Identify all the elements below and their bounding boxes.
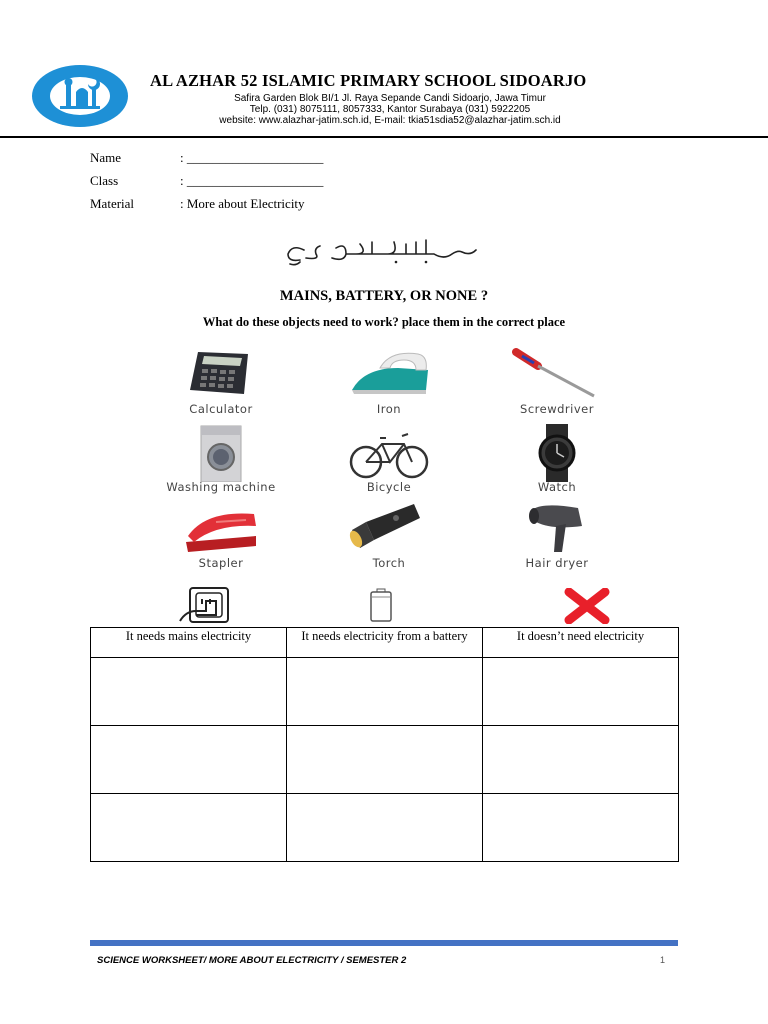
watch-icon (512, 424, 602, 482)
phone-line: Telp. (031) 8075111, 8057333, Kantor Surabaya (031) 5922205 (249, 104, 531, 115)
answer-table (90, 627, 679, 862)
bicycle-icon (344, 424, 434, 482)
material-value: : More about Electricity (180, 196, 305, 211)
table-row (91, 794, 679, 862)
header-battery: It needs electricity from a battery (287, 628, 483, 658)
answer-cell[interactable] (91, 794, 287, 862)
object-washing-machine[interactable] (136, 424, 306, 494)
worksheet-title: MAINS, BATTERY, OR NONE ? (279, 288, 489, 304)
torch-icon (344, 500, 434, 554)
header-none: It doesn’t need electricity (483, 628, 679, 658)
object-bicycle[interactable] (304, 424, 474, 494)
answer-cell[interactable] (91, 726, 287, 794)
header-mains: It needs mains electricity (91, 628, 287, 658)
instruction-text: What do these objects need to work? place them in the correct place (202, 315, 566, 329)
material-label: Material (90, 196, 135, 211)
address-line: Safira Garden Blok BI/1 Jl. Raya Sepande Candi Sidoarjo, Jawa Timur (234, 93, 546, 104)
object-torch[interactable] (304, 500, 474, 570)
object-label: Bicycle (366, 480, 412, 494)
class-field[interactable]: : _____________________ (180, 173, 324, 188)
object-label: Stapler (198, 556, 244, 570)
hair-dryer-icon (512, 500, 602, 554)
table-row (91, 658, 679, 726)
answer-cell[interactable] (287, 726, 483, 794)
table-header-row (91, 628, 679, 658)
stapler-icon (176, 500, 266, 554)
screwdriver-icon (512, 346, 602, 398)
school-logo (30, 64, 130, 128)
table-row (91, 726, 679, 794)
object-label: Washing machine (166, 480, 276, 494)
header-divider (0, 136, 768, 138)
footer-text: SCIENCE WORKSHEET/ MORE ABOUT ELECTRICITY / SEMESTER 2 (97, 955, 407, 966)
red-cross-icon (563, 588, 611, 624)
basmalah-calligraphy (276, 236, 480, 272)
object-iron[interactable] (304, 346, 474, 416)
object-label: Watch (537, 480, 577, 494)
plug-socket-icon (176, 585, 232, 625)
calculator-icon (176, 346, 266, 398)
name-label: Name (90, 150, 122, 165)
website-line: website: www.alazhar-jatim.sch.id, E-mail: tkia51sdia52@alazhar-jatim.sch.id (219, 115, 561, 126)
object-label: Screwdriver (520, 402, 594, 416)
object-calculator[interactable] (136, 346, 306, 416)
battery-icon (368, 588, 394, 622)
school-name: AL AZHAR 52 ISLAMIC PRIMARY SCHOOL SIDOARJO (150, 71, 587, 90)
page-number: 1 (660, 955, 666, 965)
object-stapler[interactable] (136, 500, 306, 570)
answer-cell[interactable] (91, 658, 287, 726)
object-label: Calculator (189, 402, 253, 416)
answer-cell[interactable] (287, 794, 483, 862)
footer-bar (90, 940, 678, 946)
object-label: Iron (376, 402, 402, 416)
object-watch[interactable] (472, 424, 642, 494)
answer-cell[interactable] (483, 794, 679, 862)
class-label: Class (90, 173, 119, 188)
answer-cell[interactable] (287, 658, 483, 726)
answer-cell[interactable] (483, 658, 679, 726)
answer-cell[interactable] (483, 726, 679, 794)
washing-machine-icon (176, 424, 266, 482)
object-label: Hair dryer (525, 556, 589, 570)
object-hair-dryer[interactable] (472, 500, 642, 570)
object-label: Torch (372, 556, 406, 570)
object-screwdriver[interactable] (472, 346, 642, 416)
name-field[interactable]: : _____________________ (180, 150, 324, 165)
iron-icon (344, 346, 434, 398)
